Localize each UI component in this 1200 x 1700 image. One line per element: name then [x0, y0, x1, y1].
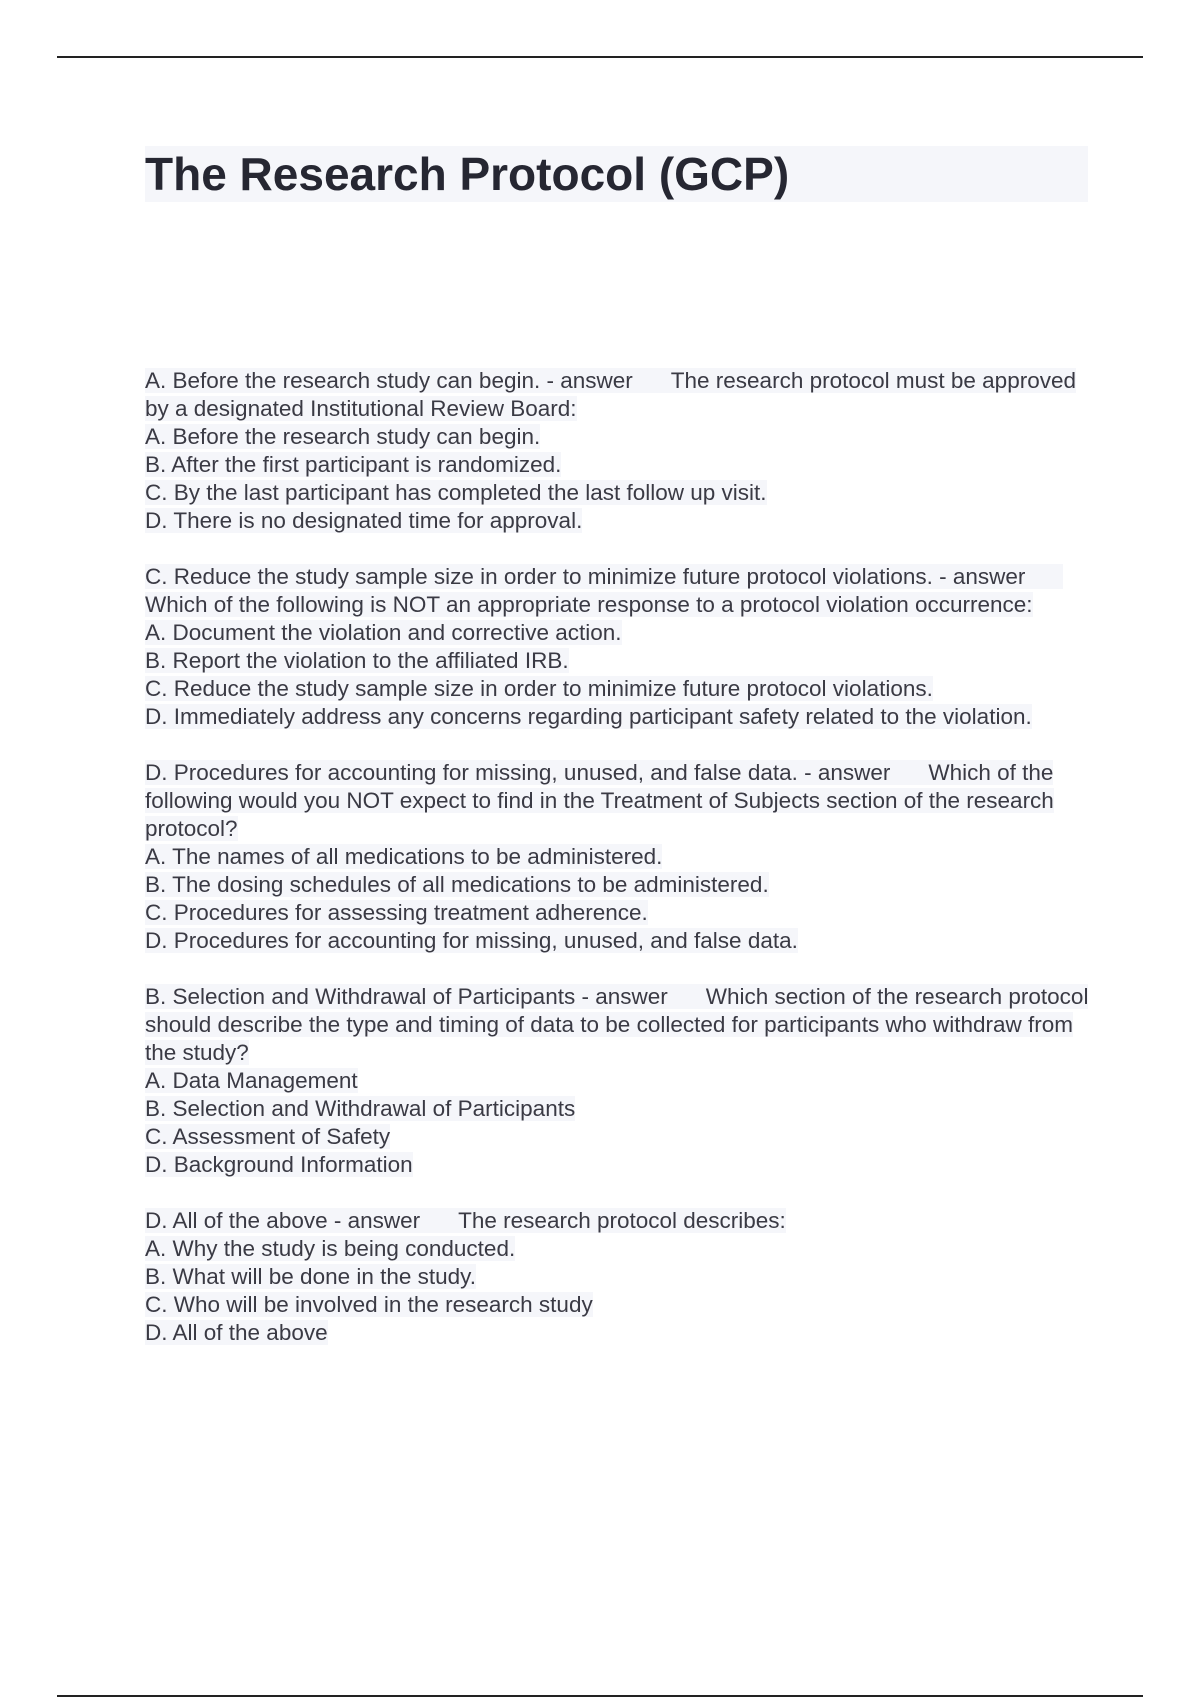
option-item: C. Reduce the study sample size in order to minimize future protocol violations.	[145, 676, 933, 701]
question-text: Which of the following is NOT an appropriate response to a protocol violation occurrence:	[145, 592, 1033, 617]
title-banner	[145, 146, 1088, 202]
option-item: A. Why the study is being conducted.	[145, 1236, 516, 1261]
document-title: The Research Protocol (GCP)	[145, 148, 790, 200]
question-block	[145, 1207, 1095, 1347]
question-header	[145, 367, 1095, 423]
question-text: Which section of the research protocol should describe the type and timing of data to be collected for participants who withdraw from the study?	[145, 984, 1089, 1065]
question-header	[145, 983, 1095, 1067]
top-rule	[57, 56, 1143, 58]
question-text: Which of the following would you NOT expect to find in the Treatment of Subjects section of the research protocol?	[145, 760, 1054, 841]
question-block	[145, 983, 1095, 1179]
answer-text: D. Procedures for accounting for missing, unused, and false data. - answer	[145, 760, 891, 785]
option-item: D. Immediately address any concerns regarding participant safety related to the violation.	[145, 704, 1032, 729]
question-text: The research protocol must be approved by a designated Institutional Review Board:	[145, 368, 1076, 421]
option-item: C. Assessment of Safety	[145, 1124, 391, 1149]
answer-text: C. Reduce the study sample size in order to minimize future protocol violations. - answer	[145, 564, 1026, 589]
bottom-rule	[57, 1695, 1143, 1697]
option-item: C. By the last participant has completed the last follow up visit.	[145, 480, 767, 505]
option-item: D. There is no designated time for approval.	[145, 508, 583, 533]
option-item: D. Procedures for accounting for missing, unused, and false data.	[145, 928, 798, 953]
answer-text: B. Selection and Withdrawal of Participants - answer	[145, 984, 668, 1009]
option-item: B. After the first participant is randomized.	[145, 452, 562, 477]
question-header	[145, 1207, 1095, 1235]
question-text: The research protocol describes:	[458, 1208, 786, 1233]
option-item: B. Selection and Withdrawal of Participants	[145, 1096, 576, 1121]
option-item: D. Background Information	[145, 1152, 413, 1177]
option-item: C. Procedures for assessing treatment adherence.	[145, 900, 648, 925]
option-item: A. The names of all medications to be administered.	[145, 844, 663, 869]
option-item: D. All of the above	[145, 1320, 328, 1345]
question-list	[145, 367, 1095, 1375]
answer-text: D. All of the above - answer	[145, 1208, 421, 1233]
question-block	[145, 367, 1095, 535]
question-header	[145, 563, 1095, 619]
option-item: B. What will be done in the study.	[145, 1264, 477, 1289]
option-item: C. Who will be involved in the research study	[145, 1292, 593, 1317]
answer-text: A. Before the research study can begin. - answer	[145, 368, 633, 393]
question-header	[145, 759, 1095, 843]
option-item: A. Before the research study can begin.	[145, 424, 541, 449]
option-item: B. The dosing schedules of all medications to be administered.	[145, 872, 769, 897]
option-item: A. Data Management	[145, 1068, 358, 1093]
question-block	[145, 759, 1095, 955]
option-item: A. Document the violation and corrective action.	[145, 620, 622, 645]
question-block	[145, 563, 1095, 731]
option-item: B. Report the violation to the affiliated IRB.	[145, 648, 569, 673]
